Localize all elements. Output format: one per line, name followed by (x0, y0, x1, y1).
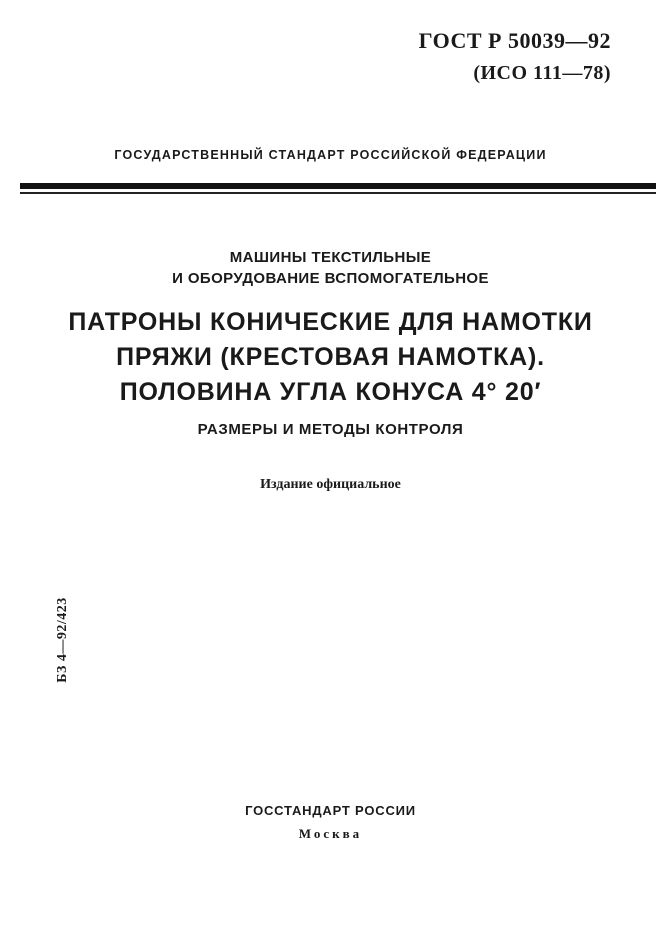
main-title (0, 305, 661, 410)
edition-note: Издание официальное (260, 477, 401, 492)
header-rule-thin (20, 192, 656, 194)
group-title-line-1: МАШИНЫ ТЕКСТИЛЬНЫЕ (229, 249, 432, 266)
header-rule-thick (20, 183, 656, 189)
main-title-line-2: ПРЯЖИ (КРЕСТОВАЯ НАМОТКА). (116, 343, 545, 371)
publisher: ГОССТАНДАРТ РОССИИ (245, 803, 416, 818)
side-catalog-code: БЗ 4—92/423 (55, 597, 70, 683)
group-title-line-2: И ОБОРУДОВАНИЕ ВСПОМОГАТЕЛЬНОЕ (172, 270, 489, 287)
standard-type: ГОСУДАРСТВЕННЫЙ СТАНДАРТ РОССИЙСКОЙ ФЕДЕРАЦИИ (114, 148, 547, 162)
subtitle: РАЗМЕРЫ И МЕТОДЫ КОНТРОЛЯ (197, 421, 464, 438)
main-title-line-1: ПАТРОНЫ КОНИЧЕСКИЕ ДЛЯ НАМОТКИ (68, 308, 593, 336)
publication-city: Москва (298, 826, 363, 841)
group-title (0, 247, 661, 289)
main-title-line-3: ПОЛОВИНА УГЛА КОНУСА 4° 20′ (119, 378, 542, 406)
iso-number: (ИСО 111—78) (473, 62, 611, 84)
gost-number: ГОСТ Р 50039—92 (418, 28, 611, 53)
